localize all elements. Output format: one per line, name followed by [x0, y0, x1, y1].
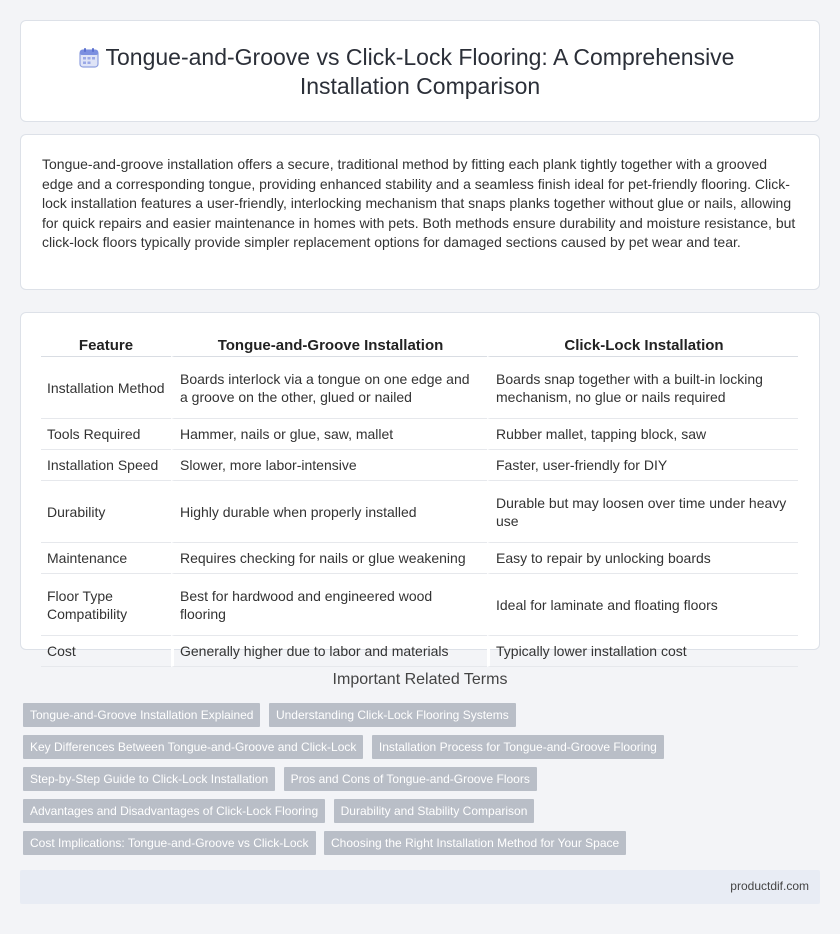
footer: [20, 870, 820, 904]
related-term-tag[interactable]: Durability and Stability Comparison: [334, 799, 535, 823]
related-term-tag[interactable]: Step-by-Step Guide to Click-Lock Installation: [23, 767, 275, 791]
related-term-tag[interactable]: Tongue-and-Groove Installation Explained: [23, 703, 260, 727]
table-cell: Rubber mallet, tapping block, saw: [487, 419, 798, 450]
table-cell: Boards snap together with a built-in locking mechanism, no glue or nails required: [487, 357, 798, 419]
related-term-tag[interactable]: Advantages and Disadvantages of Click-Lock Flooring: [23, 799, 325, 823]
intro-paragraph: Tongue-and-groove installation offers a secure, traditional method by fitting each plank tightly together with a grooved edge and a corresponding tongue, providing enhanced stability and a seamless finish ideal for pet-friendly flooring. Click-lock installation features a user-friendly, interlocking mechanism that snaps planks together without glue or nails, allowing for quick repairs and easier maintenance in homes with pets. Both methods ensure durability and moisture resistance, but click-lock floors typically provide simpler replacement options for damaged sections caused by pet wear and tear.: [42, 156, 796, 251]
comparison-table-card: [20, 312, 820, 659]
related-term-tag[interactable]: Installation Process for Tongue-and-Groove Flooring: [372, 735, 664, 759]
table-row: [41, 419, 798, 450]
table-cell: Highly durable when properly installed: [171, 481, 487, 543]
table-cell: Durability: [41, 481, 171, 543]
table-header-click-lock: Click-Lock Installation: [487, 333, 798, 357]
intro-card: [20, 134, 820, 290]
related-term-tag[interactable]: Cost Implications: Tongue-and-Groove vs Click-Lock: [23, 831, 316, 855]
table-cell: Cost: [41, 636, 171, 667]
table-cell: Easy to repair by unlocking boards: [487, 543, 798, 574]
table-row: [41, 357, 798, 419]
table-cell: Typically lower installation cost: [487, 636, 798, 667]
related-term-tag[interactable]: Choosing the Right Installation Method for Your Space: [324, 831, 626, 855]
table-cell: Boards interlock via a tongue on one edge and a groove on the other, glued or nailed: [171, 357, 487, 419]
table-cell: Ideal for laminate and floating floors: [487, 574, 798, 636]
table-header-feature: Feature: [41, 333, 171, 357]
table-cell: Hammer, nails or glue, saw, mallet: [171, 419, 487, 450]
table-cell: Faster, user-friendly for DIY: [487, 450, 798, 481]
table-row: [41, 481, 798, 543]
table-cell: Durable but may loosen over time under heavy use: [487, 481, 798, 543]
related-term-tag[interactable]: Pros and Cons of Tongue-and-Groove Floors: [284, 767, 537, 791]
table-row: [41, 543, 798, 574]
table-row: [41, 450, 798, 481]
related-terms-title: Important Related Terms: [332, 671, 508, 688]
table-cell: Floor Type Compatibility: [41, 574, 171, 636]
table-cell: Installation Method: [41, 357, 171, 419]
table-row: [41, 636, 798, 667]
table-cell: Maintenance: [41, 543, 171, 574]
table-cell: Requires checking for nails or glue weakening: [171, 543, 487, 574]
table-cell: Best for hardwood and engineered wood flooring: [171, 574, 487, 636]
table-cell: Generally higher due to labor and materials: [171, 636, 487, 667]
comparison-table: [41, 333, 798, 667]
page-title: Tongue-and-Groove vs Click-Lock Flooring: A Comprehensive Installation Comparison: [105, 44, 735, 99]
footer-site-link[interactable]: productdif.com: [730, 879, 809, 893]
table-row: [41, 574, 798, 636]
table-cell: Slower, more labor-intensive: [171, 450, 487, 481]
table-cell: Installation Speed: [41, 450, 171, 481]
related-terms-list: [23, 703, 823, 863]
table-header-tongue-groove: Tongue-and-Groove Installation: [171, 333, 487, 357]
related-term-tag[interactable]: Understanding Click-Lock Flooring Systems: [269, 703, 516, 727]
table-cell: Tools Required: [41, 419, 171, 450]
header-card: [20, 20, 820, 122]
related-term-tag[interactable]: Key Differences Between Tongue-and-Groove and Click-Lock: [23, 735, 363, 759]
